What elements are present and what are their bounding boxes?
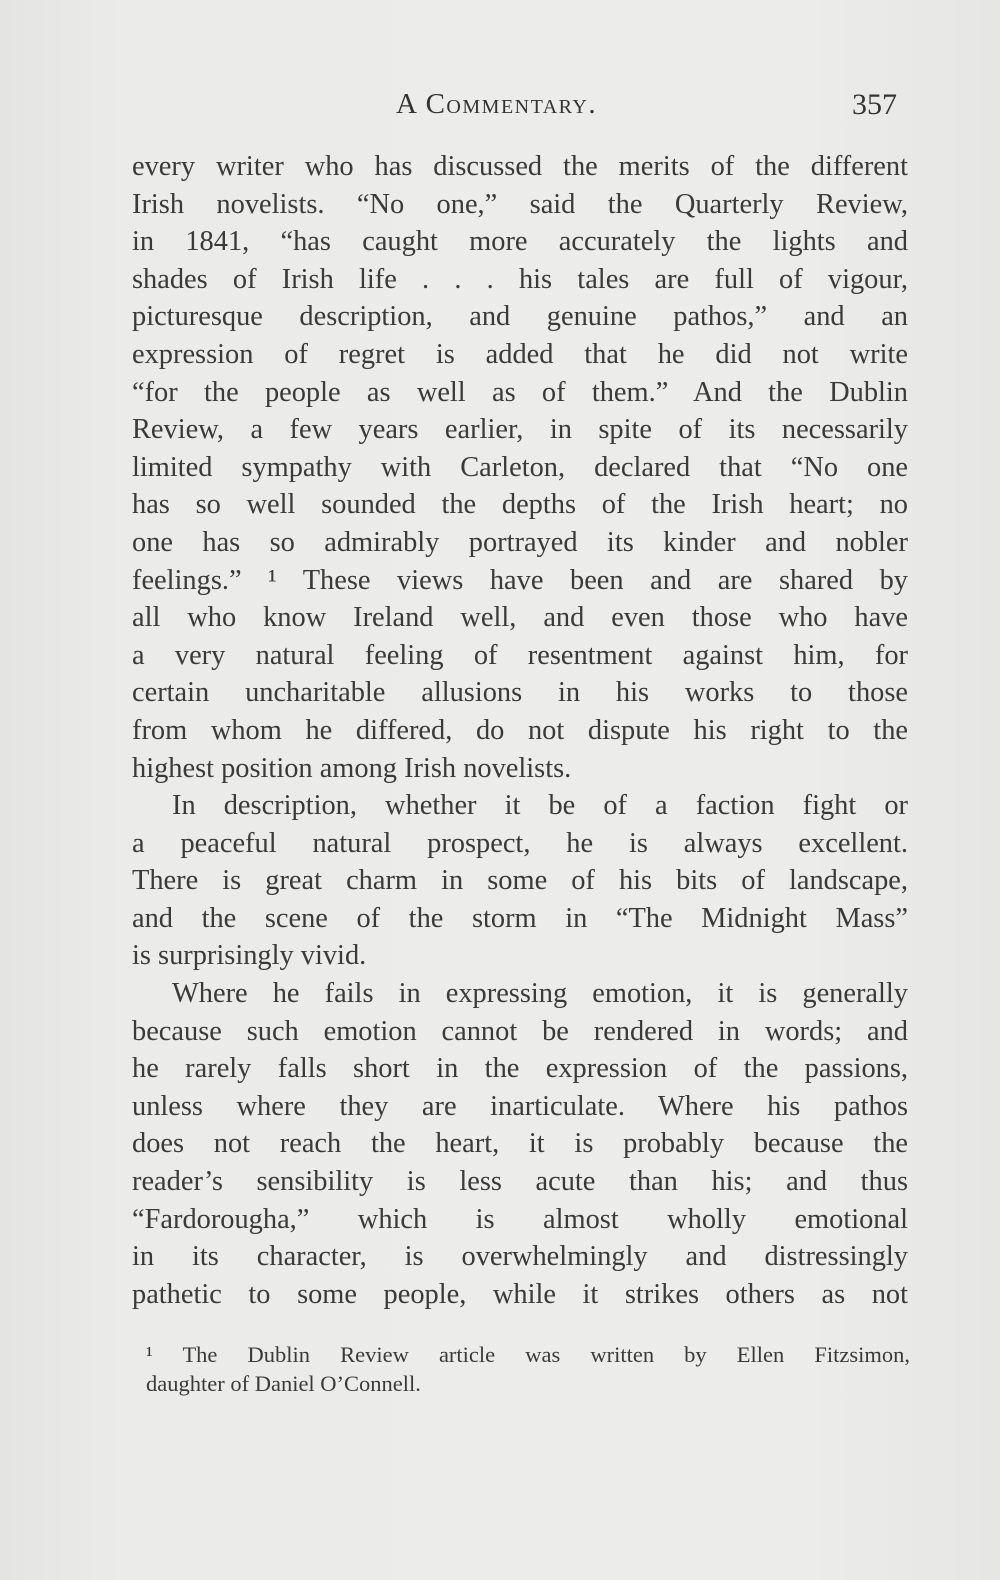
text-line: because such emotion cannot be rendered in words; and	[132, 1015, 908, 1047]
text-line: pathetic to some people, while it strikes others as not	[132, 1278, 908, 1310]
text-line: reader’s sensibility is less acute than his; and thus	[132, 1166, 908, 1198]
text-line: unless where they are inarticulate. Where his pathos	[132, 1090, 908, 1122]
text-line: in 1841, “has caught more accurately the lights and	[132, 226, 908, 258]
text-line: and the scene of the storm in “The Midnight Mass”	[132, 902, 908, 934]
text-line: picturesque description, and genuine pathos,” and an	[132, 301, 908, 333]
text-line: “Fardorougha,” which is almost wholly emotional	[132, 1203, 908, 1235]
text-line: There is great charm in some of his bits of landscape,	[132, 865, 908, 897]
running-head	[0, 88, 1000, 128]
text-line: from whom he differed, do not dispute his right to the	[132, 714, 908, 746]
text-line: one has so admirably portrayed its kinder and nobler	[132, 526, 908, 558]
text-line: a peaceful natural prospect, he is always excellent.	[132, 827, 908, 859]
text-line: a very natural feeling of resentment against him, for	[132, 639, 908, 671]
text-line: in its character, is overwhelmingly and distressingly	[132, 1241, 908, 1273]
text-line: Where he fails in expressing emotion, it is generally	[172, 978, 908, 1010]
page-number: 357	[852, 88, 897, 121]
text-line: is surprisingly vivid.	[132, 940, 367, 972]
footnote	[146, 1340, 910, 1398]
text-line: limited sympathy with Carleton, declared that “No one	[132, 451, 908, 483]
text-line: shades of Irish life . . . his tales are full of vigour,	[132, 263, 908, 295]
text-line: feelings.” ¹ These views have been and are shared by	[132, 564, 908, 596]
text-line: has so well sounded the depths of the Irish heart; no	[132, 489, 908, 521]
body-text	[132, 148, 908, 1313]
text-line: all who know Ireland well, and even those who have	[132, 602, 908, 634]
text-line: he rarely falls short in the expression of the passions,	[132, 1053, 908, 1085]
text-line: Irish novelists. “No one,” said the Quarterly Review,	[132, 188, 908, 220]
text-line: does not reach the heart, it is probably because the	[132, 1128, 908, 1160]
text-line: certain uncharitable allusions in his works to those	[132, 677, 908, 709]
footnote-line: ¹ The Dublin Review article was written by Ellen Fitzsimon,	[146, 1342, 910, 1367]
text-line: highest position among Irish novelists.	[132, 752, 572, 784]
running-title: A Commentary.	[396, 88, 598, 120]
text-line: expression of regret is added that he did not write	[132, 338, 908, 370]
text-line: every writer who has discussed the merits of the different	[132, 151, 908, 182]
text-line: In description, whether it be of a faction fight or	[172, 790, 908, 822]
footnote-line: daughter of Daniel O’Connell.	[146, 1371, 421, 1396]
text-line: Review, a few years earlier, in spite of its necessarily	[132, 414, 908, 446]
text-line: “for the people as well as of them.” And the Dublin	[132, 376, 908, 408]
